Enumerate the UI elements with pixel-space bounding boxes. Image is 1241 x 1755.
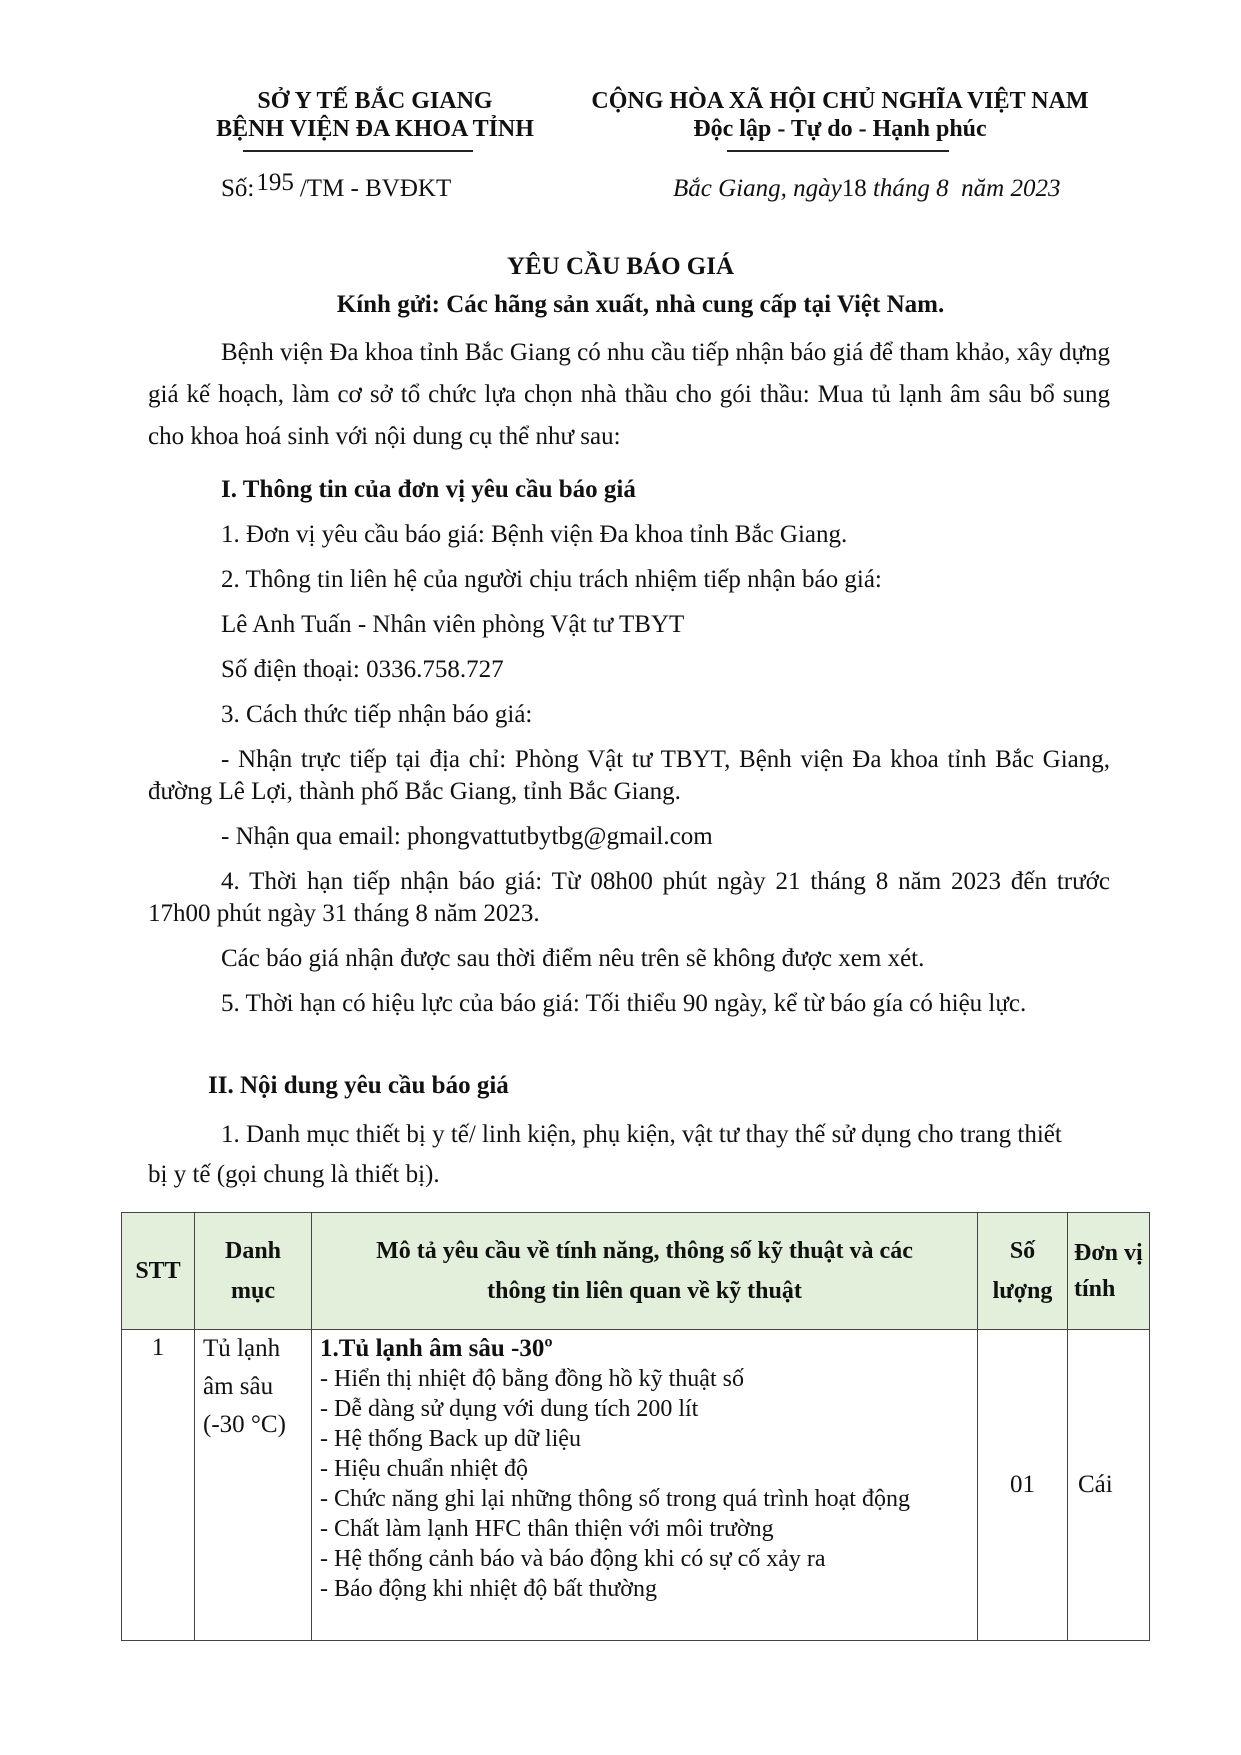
description-line: - Hệ thống Back up dữ liệu bbox=[320, 1426, 581, 1452]
row-description bbox=[312, 1330, 978, 1641]
receive-email: - Nhận qua email: phongvattutbytbg@gmail.com bbox=[221, 823, 713, 850]
month-label: tháng bbox=[872, 175, 930, 202]
row-category: Tủ lạnh âm sâu (-30 °C) bbox=[195, 1330, 312, 1641]
section-1-item-1: 1. Đơn vị yêu cầu báo giá: Bệnh viện Đa khoa tỉnh Bắc Giang. bbox=[221, 521, 848, 548]
description-line: - Hiệu chuẩn nhiệt độ bbox=[320, 1456, 528, 1482]
description-line: - Hệ thống cảnh báo và báo động khi có sự cố xảy ra bbox=[320, 1546, 826, 1572]
section-1-item-5: 5. Thời hạn có hiệu lực của báo giá: Tối thiểu 90 ngày, kể từ báo gía có hiệu lực. bbox=[221, 990, 1027, 1017]
column-header-stt: STT bbox=[122, 1213, 195, 1330]
section-1-item-4-note: Các báo giá nhận được sau thời điểm nêu trên sẽ không được xem xét. bbox=[221, 945, 925, 972]
date-day: 18 bbox=[841, 175, 867, 202]
description-line: - Chất làm lạnh HFC thân thiện với môi trường bbox=[320, 1516, 774, 1542]
column-header-description: Mô tả yêu cầu về tính năng, thông số kỹ thuật và các thông tin liên quan về kỹ thuật bbox=[312, 1213, 978, 1330]
country-name: CỘNG HÒA XÃ HỘI CHỦ NGHĨA VIỆT NAM bbox=[591, 88, 1089, 114]
hospital-name: BỆNH VIỆN ĐA KHOA TỈNH bbox=[216, 116, 534, 142]
date-year: năm 2023 bbox=[961, 175, 1061, 202]
receive-direct: - Nhận trực tiếp tại địa chỉ: Phòng Vật tư TBYT, Bệnh viện Đa khoa tỉnh Bắc Giang, đường Lê Lợi, thành phố Bắc Giang, tỉnh Bắc Giang. bbox=[148, 746, 1110, 805]
description-line: - Dễ dàng sử dụng với dung tích 200 lít bbox=[320, 1396, 699, 1422]
description-title: 1.Tủ lạnh âm sâu -30º bbox=[320, 1335, 553, 1362]
recipient-line: Kính gửi: Các hãng sản xuất, nhà cung cấp tại Việt Nam. bbox=[336, 291, 945, 318]
description-line: - Hiển thị nhiệt độ bằng đồng hồ kỹ thuật số bbox=[320, 1366, 744, 1392]
intro-paragraph: Bệnh viện Đa khoa tỉnh Bắc Giang có nhu cầu tiếp nhận báo giá để tham khảo, xây dựng giá kế hoạch, làm cơ sở tổ chức lựa chọn nhà thầu cho gói thầu: Mua tủ lạnh âm sâu bổ sung cho khoa hoá sinh với nội dung cụ thể như sau: bbox=[148, 339, 1111, 450]
row-unit: Cái bbox=[1068, 1330, 1150, 1641]
section-1-item-4: 4. Thời hạn tiếp nhận báo giá: Từ 08h00 phút ngày 21 tháng 8 năm 2023 đến trước 17h00 phút ngày 31 tháng 8 năm 2023. bbox=[148, 868, 1110, 927]
document-date bbox=[673, 175, 1060, 203]
column-header-category: Danh mục bbox=[195, 1213, 312, 1330]
number-value: 195 bbox=[256, 169, 294, 196]
column-header-quantity: Số lượng bbox=[978, 1213, 1068, 1330]
contact-name: Lê Anh Tuấn - Nhân viên phòng Vật tư TBYT bbox=[221, 611, 685, 638]
document-title: YÊU CẦU BÁO GIÁ bbox=[506, 253, 735, 280]
section-2-heading: II. Nội dung yêu cầu báo giá bbox=[208, 1072, 509, 1099]
motto: Độc lập - Tự do - Hạnh phúc bbox=[693, 116, 987, 142]
section-1-item-2: 2. Thông tin liên hệ của người chịu trách nhiệm tiếp nhận báo giá: bbox=[221, 566, 882, 593]
section-2-item-1: 1. Danh mục thiết bị y tế/ linh kiện, phụ kiện, vật tư thay thế sử dụng cho trang thiết bị y tế (gọi chung là thiết bị). bbox=[148, 1121, 1062, 1188]
equipment-table bbox=[121, 1212, 1150, 1641]
column-header-unit: Đơn vị tính bbox=[1068, 1213, 1150, 1330]
number-suffix: /TM - BVĐKT bbox=[299, 175, 452, 202]
number-prefix: Số: bbox=[221, 175, 255, 202]
table-row bbox=[122, 1330, 1150, 1641]
description-line: - Chức năng ghi lại những thông số trong quá trình hoạt động bbox=[320, 1486, 910, 1512]
document-number bbox=[221, 169, 452, 203]
section-1-heading: I. Thông tin của đơn vị yêu cầu báo giá bbox=[221, 476, 636, 503]
table-header-row bbox=[122, 1213, 1150, 1330]
description-line: - Báo động khi nhiệt độ bất thường bbox=[320, 1576, 657, 1602]
contact-phone: Số điện thoại: 0336.758.727 bbox=[221, 656, 504, 683]
motto-underline bbox=[727, 150, 949, 152]
date-prefix: Bắc Giang, ngày bbox=[673, 175, 842, 202]
date-month: 8 bbox=[936, 175, 949, 202]
section-1-item-3: 3. Cách thức tiếp nhận báo giá: bbox=[221, 701, 533, 728]
department-name: SỞ Y TẾ BẮC GIANG bbox=[257, 88, 493, 114]
row-stt: 1 bbox=[122, 1330, 195, 1641]
hospital-underline bbox=[243, 150, 473, 152]
row-quantity: 01 bbox=[978, 1330, 1068, 1641]
